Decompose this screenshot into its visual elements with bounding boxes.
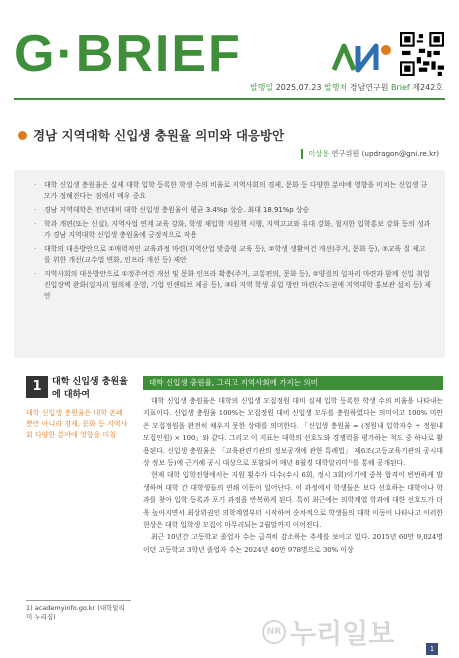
section-title: 대학 신입생 충원율에 대하여	[52, 377, 128, 400]
summary-item: · 지역사회의 대응방안으로 ①정주여건 개선 및 문화 인프라 확충(주거, 교통편의, 문화 등), ②양질의 일자리 마련과 함께 신입 취업 진입장벽 완화(일자리 협의체 운영, 기업 인센티브 제공 등), ③타 지역 학생 유입 방안 마련(수도권에 지역대학 홍보관 설치 등) 제안	[44, 269, 431, 302]
header-divider	[14, 98, 445, 100]
author-email[interactable]: (updragon@gni.re.kr)	[361, 149, 439, 158]
qr-code-icon[interactable]	[400, 32, 444, 76]
issue-date: 2025.07.23	[275, 83, 322, 92]
author-line	[301, 149, 439, 159]
summary-item: · 학과 개편(또는 신설), 지역사업 연계 교육 강화, 학생 재입학 지원책 시행, 지역고교와 유대 강화, 철저한 입학홍보 강화 등의 성과가 경남 지역대학 신입생 충원율에 긍정적으로 작용	[44, 219, 431, 241]
gbrief-logo: G·BRIEF	[14, 25, 242, 83]
summary-box	[14, 170, 445, 358]
title-bullet-icon	[18, 131, 27, 140]
summary-item: · 대학 신입생 충원율은 실제 대학 입학 등록한 학생 수의 비율로 지역사회의 경제, 문화 등 다양한 분야에 영향을 미치는 신입생 규모가 정해진다는 점에서 매우 중요	[44, 180, 431, 202]
issue-date-label: 발행일	[249, 83, 274, 92]
section-number: 1	[26, 376, 48, 398]
title-row	[18, 126, 284, 144]
summary-item: · 경남 지역대학은 전년대비 대학 신입생 충원율이 평균 3.4%p 상승. 최대 18.91%p 상승	[44, 205, 431, 216]
brief-label: Brief	[390, 83, 410, 92]
body-text	[143, 395, 443, 556]
body-heading: 대학 신입생 충원율, 그리고 지역사회에 가지는 의미	[143, 376, 443, 390]
issue-info	[250, 82, 443, 93]
summary-item: · 대학의 대응방안으로 ①매력적인 교육과정 마련(지역산업 맞춤형 교육 등), ②학생 생활여건 개선(주거, 문화 등), ③교육 질 제고를 위한 개선(교수법 변화, 인프라 개선 등) 제안	[44, 244, 431, 266]
watermark-text: 누리일보	[290, 619, 395, 650]
footnote: 1) academyinfo.go.kr (대학알리미 누리집)	[26, 600, 131, 622]
publisher: 경남연구원	[349, 83, 389, 92]
issue-number: 제242호	[412, 83, 443, 92]
author-name: 이상용	[308, 149, 330, 158]
publisher-label: 발행처	[324, 83, 348, 92]
gni-logo	[330, 40, 394, 74]
watermark	[262, 612, 394, 651]
document-title: 경남 지역대학 신입생 충원율 의미와 대응방안	[33, 128, 285, 143]
summary-list	[14, 170, 445, 302]
body-paragraph: 대학 신입생 충원율은 대학의 신입생 모집정원 대비 실제 입학 등록한 학생 수의 비율을 나타내는 지표이다. 신입생 충원율 100%는 모집정원 대비 신입생 모두를 충원하였다는 의미이고 100% 미만은 모집정원을 완전히 채우지 못한 상태를 의미한다. 「신입생 충원율 = (정원내 입학자수 ÷ 정원내 모집인원) × 100」와 같다. 그리고 이 지표는 대학의 선호도와 경쟁력을 평가하는 척도 중 하나로 활용된다. 신입생 충원율은 「교육관련기관의 정보공개에 관한 특례법」 제6조(고등교육기관의 공시대상 정보 등)에 근거해 공시 대상으로 포함되어 매년 8월경 대학알리미¹⁾를 통해 공개된다.	[143, 397, 443, 468]
page-number: 1	[426, 643, 438, 655]
body-paragraph: 현재 대학 입학전형에서는 지원 횟수가 다수(수시 6회, 정시 3회)이기에 중복 합격이 빈번하게 발생하며 대학 간 대학생들의 연쇄 이동이 일어난다. 이 과정에서 학생들은 보다 선호하는 대학이나 학과를 찾아 입학 등록과 포기 과정을 반복하게 된다. 특히 최근에는 의학계열 학과에 대한 선호도가 더욱 높아지면서 최상위권인 의학계열부터 시작하여 순차적으로 학생들의 대학 이동이 나타나고 이러한 현상은 대학 입학생 모집이 마무리되는 2월말까지 이어진다.	[143, 471, 443, 530]
body-paragraph: 최근 10년간 고등학교 졸업자 수는 급격히 감소하는 추세를 보이고 있다. 2015년 60만 9,024명이던 고등학교 3학년 졸업자 수는 2024년 40만 978명으로 30% 이상	[143, 533, 443, 554]
watermark-badge: NR	[262, 620, 286, 644]
author-role: 연구위원	[331, 149, 360, 158]
section-side-note: 대학 신입생 충원율은 대학 존폐뿐만 아니라 경제, 문화 등 지역사회 다양한 분야에 영향을 미침	[26, 409, 128, 439]
